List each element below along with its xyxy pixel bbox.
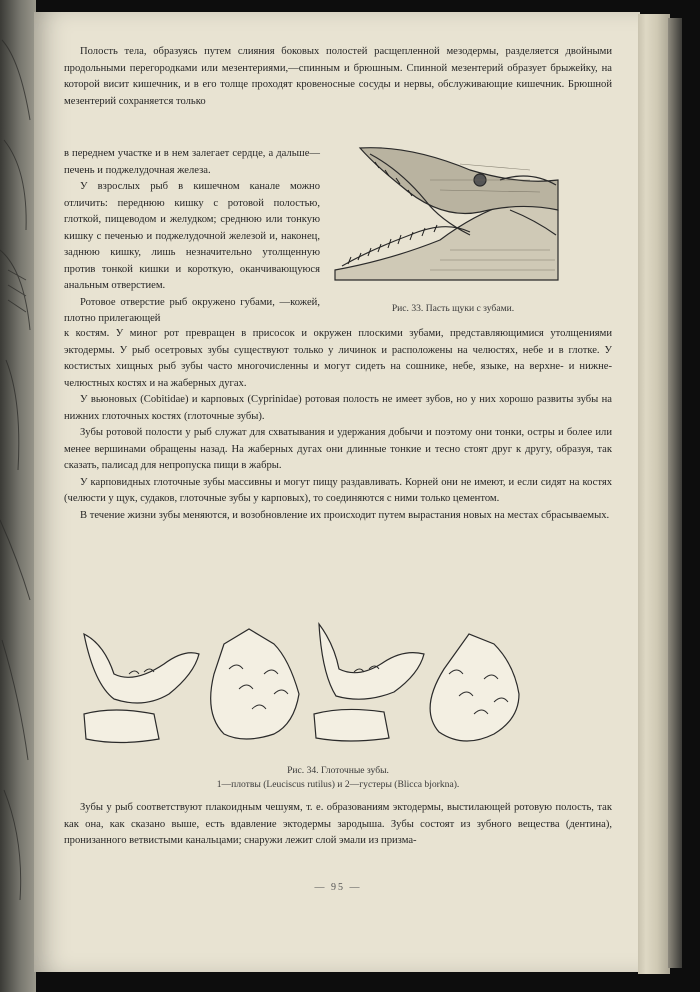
figure-34-caption: [64, 764, 612, 792]
para-intro: Полость тела, образуясь путем слияния боковых полостей расщепленной мезодермы, разделяется двойными продольными перегородками или мезентериями,—спинным и брюшным. Спинной мезентерий образует брыжейку, на которой висит кишечник, и в его толще проходят кровеносные сосуды и нервы, обслуживающие кишечник. Брюшной мезентерий сохраняется только: [64, 46, 612, 107]
para-left-3: Ротовое отверстие рыб окружено губами, —кожей, плотно прилегающей: [64, 296, 320, 324]
bottom-paragraph: [64, 800, 612, 850]
figure-34-title: Рис. 34. Глоточные зубы.: [287, 765, 389, 776]
para-full-4: У карповидных глоточные зубы массивны и могут пищу раздавливать. Корней они не имеют, и если сидят на костях (челюсти у щук, судаков, глоточные зубы у карповых), то соединяются с ними только цементом.: [64, 476, 612, 504]
main-text: [64, 326, 612, 524]
pike-jaw-illustration: [330, 140, 560, 285]
intro-paragraph: [64, 44, 612, 110]
para-left-2: У взрослых рыб в кишечном канале можно отличить: переднюю кишку с ротовой полостью, глоткой, пищеводом и желудком; среднюю или тонкую кишку с печенью и поджелудочной железой и, наконец, заднюю кишку, лишь незначительно утолщенную против тонкой кишки и короткую, оканчивающуюся анальным отверстием.: [64, 181, 320, 291]
figure-33-caption: Рис. 33. Пасть щуки с зубами.: [391, 303, 515, 314]
facing-page-illustration: [0, 0, 36, 992]
left-column-text: [64, 146, 320, 328]
para-full-5: В течение жизни зубы меняются, и возобновление их происходит путем вырастания новых на местах сбрасываемых.: [80, 509, 610, 521]
para-left-1: в переднем участке и в нем залегает сердце, а дальше—печень и поджелудочная железа.: [64, 148, 320, 176]
para-full-3: Зубы ротовой полости у рыб служат для схватывания и удержания добычи и поэтому они тонки, остры и более или менее вершинами обращены назад. На жаберных дугах они длинные тонкие и тесно стоят друг к другу, образуя, так сказать, палисад для непропуска пищи в жабры.: [64, 427, 612, 471]
page-number: — 95 —: [314, 882, 362, 893]
pharyngeal-teeth-illustration: [74, 614, 534, 754]
para-full-1: к костям. У миног рот превращен в присосок и окружен плоскими зубами, представляющимися утолщениями эктодермы. У рыб осетровых зубы существуют только у личинок и расположены на челюстях, небе и в глотке. У костистых хищных рыб зубы часто многочисленны и могут сидеть на сошнике, небе, языке, на верхне- и нижне-челюстных костях и на жаберных дугах.: [64, 328, 612, 389]
para-bottom: Зубы у рыб соответствуют плакоидным чешуям, т. е. образованиям эктодермы, выстилающей ротовую полость, так как она, как сказано выше, есть вдавление эктодермы зародыша. Зубы состоят из зубного вещества (дентина), пронизанного ветвистыми канальцами; снаружи лежит слой эмали из призма-: [64, 802, 612, 846]
para-full-2: У вьюновых (Cobitidae) и карповых (Cyprinidae) ротовая полость не имеет зубов, но у них хорошо развиты зубы на нижних глоточных костях (глоточные зубы).: [64, 394, 612, 422]
page-stack-edge: [638, 14, 670, 974]
book-cover-edge: [668, 18, 682, 968]
figure-34-legend: 1—плотвы (Leuciscus rutilus) и 2—густеры (Blicca bjorkna).: [216, 779, 460, 790]
